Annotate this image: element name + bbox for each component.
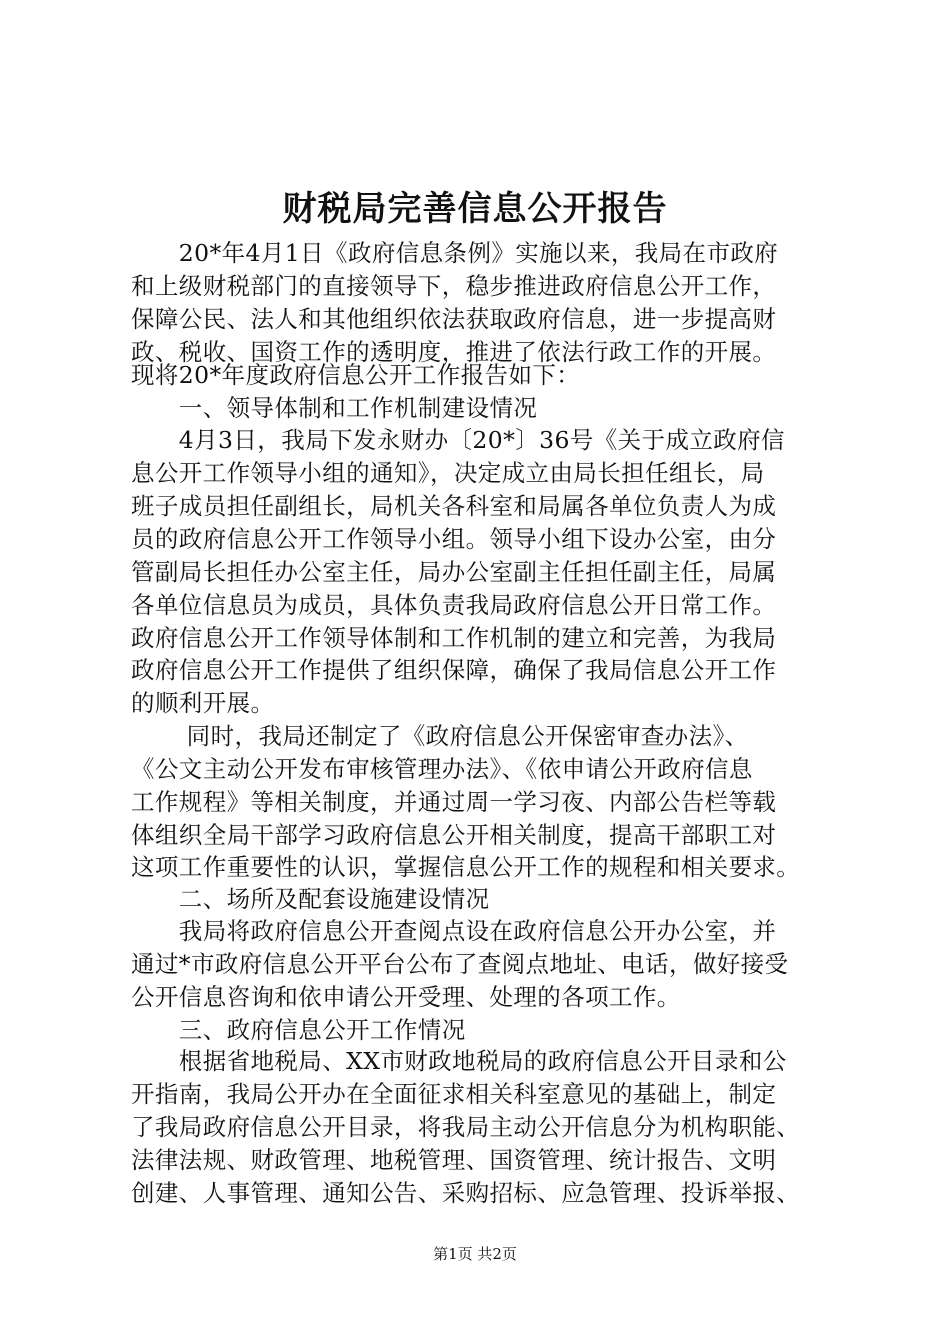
body-line: 管副局长担任办公室主任，局办公室副主任担任副主任，局属	[131, 558, 777, 586]
body-line: 了我局政府信息公开目录，将我局主动公开信息分为机构职能、	[131, 1113, 801, 1141]
body-line: 法律法规、财政管理、地税管理、国资管理、统计报告、文明	[131, 1146, 777, 1174]
body-line: 根据省地税局、XX市财政地税局的政府信息公开目录和公	[131, 1047, 787, 1075]
body-line: 和上级财税部门的直接领导下，稳步推进政府信息公开工作，	[131, 272, 777, 300]
document-title: 财税局完善信息公开报告	[282, 189, 668, 229]
body-line: 保障公民、法人和其他组织依法获取政府信息，进一步提高财	[131, 305, 777, 333]
section-heading: 三、政府信息公开工作情况	[131, 1016, 466, 1044]
body-line: 20*年4月1日《政府信息条例》实施以来，我局在市政府	[131, 239, 779, 267]
body-line: 政府信息公开工作提供了组织保障，确保了我局信息公开工作	[131, 656, 777, 684]
body-line: 政府信息公开工作领导体制和工作机制的建立和完善，为我局	[131, 624, 777, 652]
body-line: 工作规程》等相关制度，并通过周一学习夜、内部公告栏等载	[131, 788, 777, 816]
body-line: 各单位信息员为成员，具体负责我局政府信息公开日常工作。	[131, 591, 777, 619]
body-line: 通过*市政府信息公开平台公布了查阅点地址、电话，做好接受	[131, 950, 789, 978]
body-line: 开指南，我局公开办在全面征求相关科室意见的基础上，制定	[131, 1080, 777, 1108]
body-line: 这项工作重要性的认识，掌握信息公开工作的规程和相关要求。	[131, 853, 801, 881]
body-line: 体组织全局干部学习政府信息公开相关制度，提高干部职工对	[131, 821, 777, 849]
body-line: 的顺利开展。	[131, 689, 275, 717]
section-heading: 一、领导体制和工作机制建设情况	[131, 394, 538, 422]
body-line: 4月3日，我局下发永财办〔20*〕36号《关于成立政府信	[131, 426, 785, 454]
body-line: 创建、人事管理、通知公告、采购招标、应急管理、投诉举报、	[131, 1179, 801, 1207]
body-line: 《公文主动公开发布审核管理办法》、《依申请公开政府信息	[131, 755, 753, 783]
body-line: 同时，我局还制定了《政府信息公开保密审查办法》、	[131, 722, 749, 750]
body-line: 公开信息咨询和依申请公开受理、处理的各项工作。	[131, 983, 681, 1011]
body-line: 班子成员担任副组长，局机关各科室和局属各单位负责人为成	[131, 492, 777, 520]
body-line: 员的政府信息公开工作领导小组。领导小组下设办公室，由分	[131, 525, 777, 553]
body-line: 现将20*年度政府信息公开工作报告如下：	[131, 361, 581, 389]
body-line: 息公开工作领导小组的通知》，决定成立由局长担任组长，局	[131, 459, 765, 487]
page-footer: 第1页 共2页	[433, 1245, 517, 1263]
body-line: 政、税收、国资工作的透明度，推进了依法行政工作的开展。	[131, 338, 777, 366]
body-line: 我局将政府信息公开查阅点设在政府信息公开办公室，并	[131, 917, 777, 945]
section-heading: 二、场所及配套设施建设情况	[131, 885, 490, 913]
